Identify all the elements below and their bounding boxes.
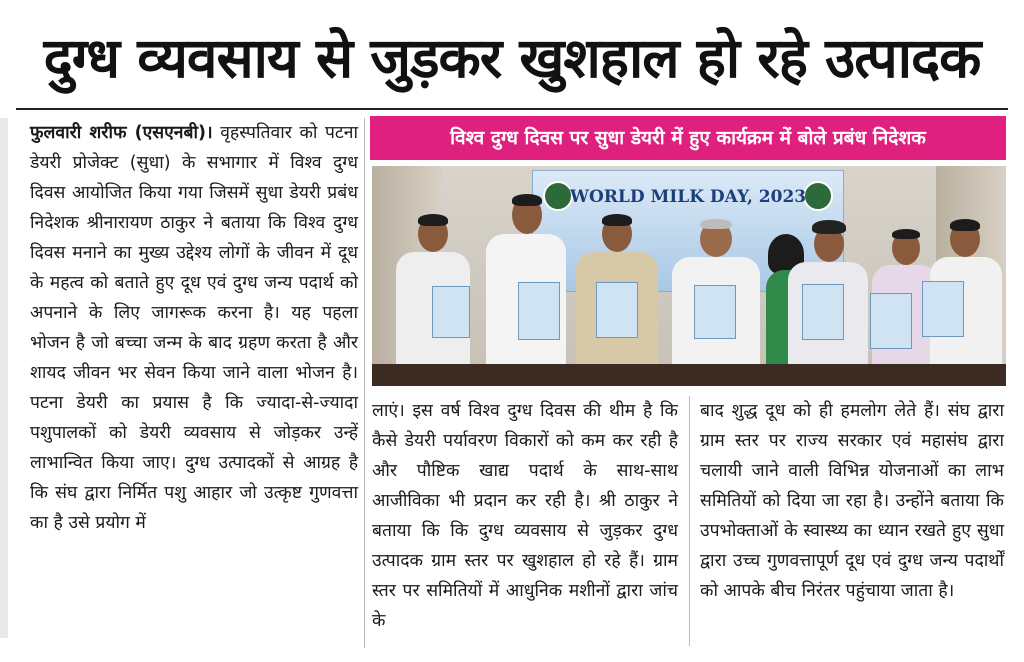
headline: दुग्ध व्यवसाय से जुड़कर खुशहाल हो रहे उत्पादक	[43, 26, 981, 90]
person	[480, 196, 570, 386]
subheadline: विश्व दुग्ध दिवस पर सुधा डेयरी में हुए कार्यक्रम में बोले प्रबंध निदेशक	[370, 116, 1006, 160]
article-text-col2: लाएं। इस वर्ष विश्व दुग्ध दिवस की थीम है कि कैसे डेयरी पर्यावरण विकारों को कम कर रही है और पौष्टिक खाद्य पदार्थ के साथ-साथ आजीविका भी प्रदान कर रही है। श्री ठाकुर ने बताया कि कि दुग्ध व्यवसाय से जुड़कर दुग्ध उत्पादक ग्राम स्तर पर खुशहाल हो रहे हैं। ग्राम स्तर पर समितियों में आधुनिक मशीनों द्वारा जांच के	[372, 401, 678, 631]
article-column-3	[700, 396, 1004, 606]
article-column-1	[30, 118, 358, 538]
person	[572, 216, 662, 386]
headline-rule	[16, 108, 1008, 110]
column-divider	[689, 396, 690, 646]
article-text-col3: बाद शुद्ध दूध को ही हमलोग लेते हैं। संघ द्वारा ग्राम स्तर पर राज्य सरकार एवं महासंघ द्वारा चलायी जाने वाली विभिन्न योजनाओं का लाभ समितियों को दिया जा रहा है। उन्होंने बताया कि उपभोक्ताओं के स्वास्थ्य का ध्यान रखते हुए सुधा द्वारा उच्च गुणवत्तापूर्ण दूध एवं दुग्ध जन्य पदार्थों को आपके बीच निरंतर पहुंचाया जाता है।	[700, 401, 1004, 601]
person	[928, 221, 1004, 386]
article-text-col1: वृहस्पतिवार को पटना डेयरी प्रोजेक्ट (सुधा) के सभागार में विश्व दुग्ध दिवस आयोजित किया गया जिसमें सुधा डेयरी प्रबंध निदेशक श्रीनारायण ठाकुर ने बताया कि विश्व दुग्ध दिवस मनाने का मुख्य उद्देश्य लोगों के जीवन में दूध के महत्व को बताते हुए दूध एवं दुग्ध जन्य पदार्थ को अपनाने के लिए जागरूक करना है। यह पहला भोजन है जो बच्चा जन्म के बाद ग्रहण करता है और शायद जीवन भर सेवन किया जाने वाला भोजन है। पटना डेयरी का प्रयास है कि ज्यादा-से-ज्यादा पशुपालकों को डेयरी व्यवसाय से जोड़कर उन्हें लाभान्वित किया जाए। दुग्ध उत्पादकों से आग्रह है कि संघ द्वारा निर्मित पशु आहार जो उत्कृष्ट गुणवत्ता का है उसे प्रयोग में	[30, 123, 358, 533]
column-divider	[364, 118, 365, 648]
person	[784, 226, 872, 386]
article-column-2	[372, 396, 678, 636]
person	[392, 216, 472, 386]
event-photo	[372, 166, 1006, 386]
dateline: फुलवारी शरीफ (एसएनबी)।	[30, 123, 213, 143]
banner-title: WORLD MILK DAY, 2023	[569, 187, 807, 207]
person	[668, 221, 764, 386]
adjacent-column-edge	[0, 118, 8, 638]
photo-table	[372, 364, 1006, 386]
